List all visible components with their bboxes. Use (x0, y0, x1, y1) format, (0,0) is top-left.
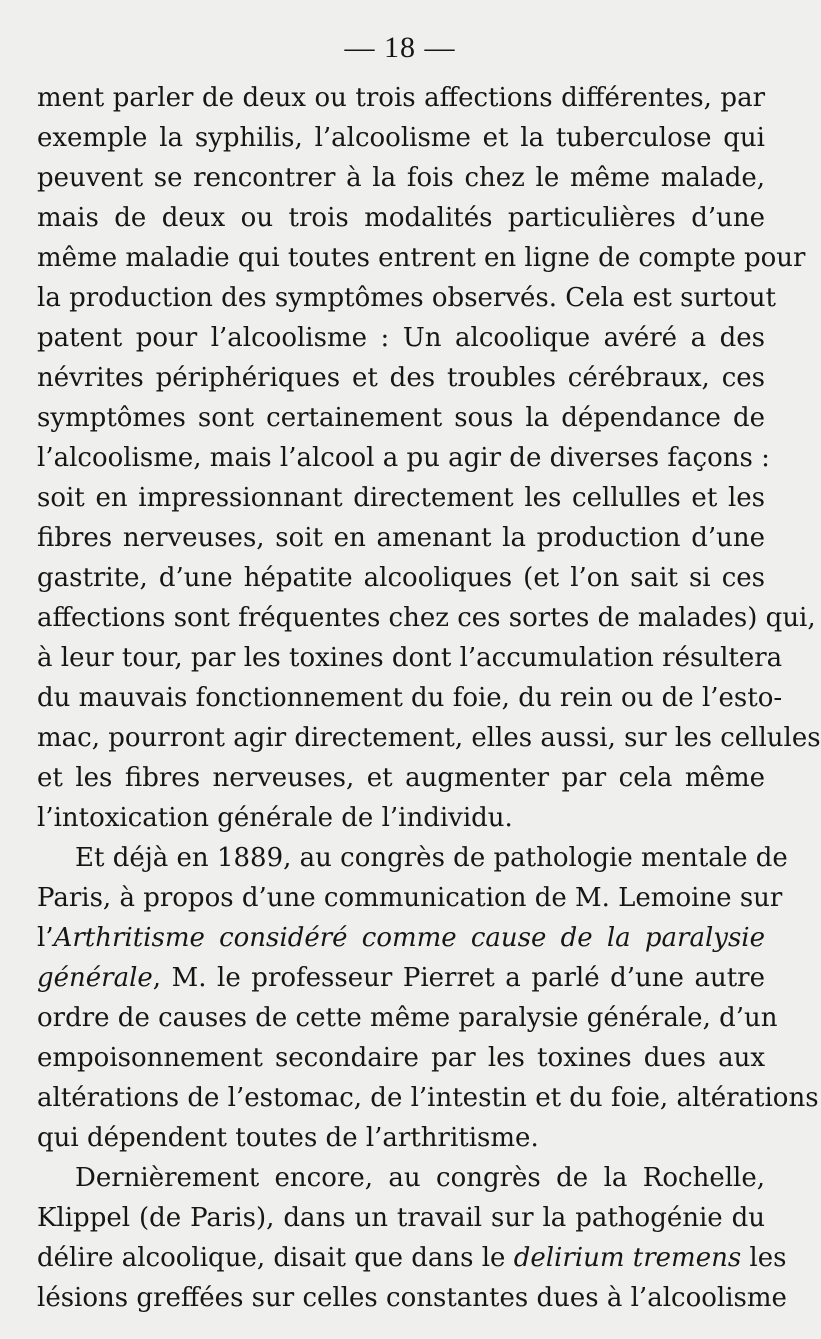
text-segment: la production des symptômes observés. Cela est surtout (37, 283, 776, 313)
text-segment: lésions greffées sur celles constantes dues à l’alcoolisme (37, 1283, 787, 1313)
text-segment: affections sont fréquentes chez ces sortes de malades) qui, (37, 603, 816, 633)
text-segment: mac, pourront agir directement, elles aussi, sur les cellules (37, 723, 821, 753)
text-segment: ment parler de deux ou trois affections différentes, par (37, 83, 765, 113)
text-segment: peuvent se rencontrer à la fois chez le même malade, (37, 163, 765, 193)
text-segment: gastrite, d’une hépatite alcooliques (et l’on sait si ces (37, 563, 765, 593)
text-line (37, 798, 765, 838)
text-segment: névrites périphériques et des troubles cérébraux, ces (37, 363, 765, 393)
text-segment: l’alcoolisme, mais l’alcool a pu agir de diverses façons : (37, 443, 770, 473)
body-text (37, 78, 821, 1318)
text-segment: même maladie qui toutes entrent en ligne de compte pour (37, 243, 806, 273)
text-line (37, 718, 821, 758)
italic-text: Arthritisme considéré comme cause de la paralysie (53, 923, 765, 953)
text-line (37, 318, 765, 358)
text-line (37, 1038, 765, 1078)
italic-text: delirium tremens (513, 1243, 742, 1273)
text-segment: soit en impressionnant directement les cellulles et les (37, 483, 765, 513)
text-line (37, 398, 765, 438)
text-segment: délire alcoolique, disait que dans le (37, 1243, 514, 1273)
italic-text: générale (37, 963, 153, 993)
text-segment: altérations de l’estomac, de l’intestin et du foie, altérations (37, 1083, 819, 1113)
text-line (37, 918, 765, 958)
text-line (37, 558, 765, 598)
text-segment: les (741, 1243, 787, 1273)
text-line (37, 478, 765, 518)
text-segment: patent pour l’alcoolisme : Un alcoolique avéré a des (37, 323, 765, 353)
text-segment: à leur tour, par les toxines dont l’accumulation résultera (37, 643, 783, 673)
text-segment: et les fibres nerveuses, et augmenter par cela même (37, 763, 765, 793)
text-line (37, 518, 765, 558)
text-line (37, 118, 765, 158)
text-line (37, 838, 788, 878)
text-line (37, 878, 783, 918)
text-segment: l’intoxication générale de l’individu. (37, 803, 513, 833)
text-line (37, 438, 770, 478)
text-segment: empoisonnement secondaire par les toxines dues aux (37, 1043, 765, 1073)
text-segment: , M. le professeur Pierret a parlé d’une autre (152, 963, 765, 993)
text-segment: qui dépendent toutes de l’arthritisme. (37, 1123, 539, 1153)
text-line (37, 1238, 787, 1278)
text-line (37, 958, 765, 998)
text-line (37, 278, 776, 318)
text-segment: mais de deux ou trois modalités particulières d’une (37, 203, 765, 233)
paragraph (37, 78, 821, 838)
paragraph (37, 838, 819, 1158)
text-line (37, 758, 765, 798)
text-segment: symptômes sont certainement sous la dépendance de (37, 403, 765, 433)
text-segment: Et déjà en 1889, au congrès de pathologie mentale de (75, 843, 788, 873)
text-line (37, 1278, 787, 1318)
text-line (37, 678, 783, 718)
text-segment: du mauvais fonctionnement du foie, du rein ou de l’esto- (37, 683, 783, 713)
text-segment: Paris, à propos d’une communication de M. Lemoine sur (37, 883, 783, 913)
text-segment: Dernièrement encore, au congrès de la Rochelle, (75, 1163, 765, 1193)
text-segment: fibres nerveuses, soit en amenant la production d’une (37, 523, 765, 553)
text-line (37, 1078, 819, 1118)
text-line (37, 158, 765, 198)
text-line (37, 238, 806, 278)
text-line (37, 998, 778, 1038)
text-segment: l’ (37, 923, 54, 953)
text-line (37, 638, 783, 678)
text-segment: Klippel (de Paris), dans un travail sur la pathogénie du (37, 1203, 765, 1233)
text-segment: ordre de causes de cette même paralysie générale, d’un (37, 1003, 778, 1033)
text-line (37, 598, 816, 638)
text-line (37, 1118, 765, 1158)
text-line (37, 198, 765, 238)
text-line (37, 1158, 765, 1198)
paragraph (37, 1158, 787, 1318)
text-segment: exemple la syphilis, l’alcoolisme et la tuberculose qui (37, 123, 765, 153)
text-line (37, 78, 765, 118)
page-number: — 18 — (344, 31, 456, 64)
text-line (37, 358, 765, 398)
text-line (37, 1198, 765, 1238)
